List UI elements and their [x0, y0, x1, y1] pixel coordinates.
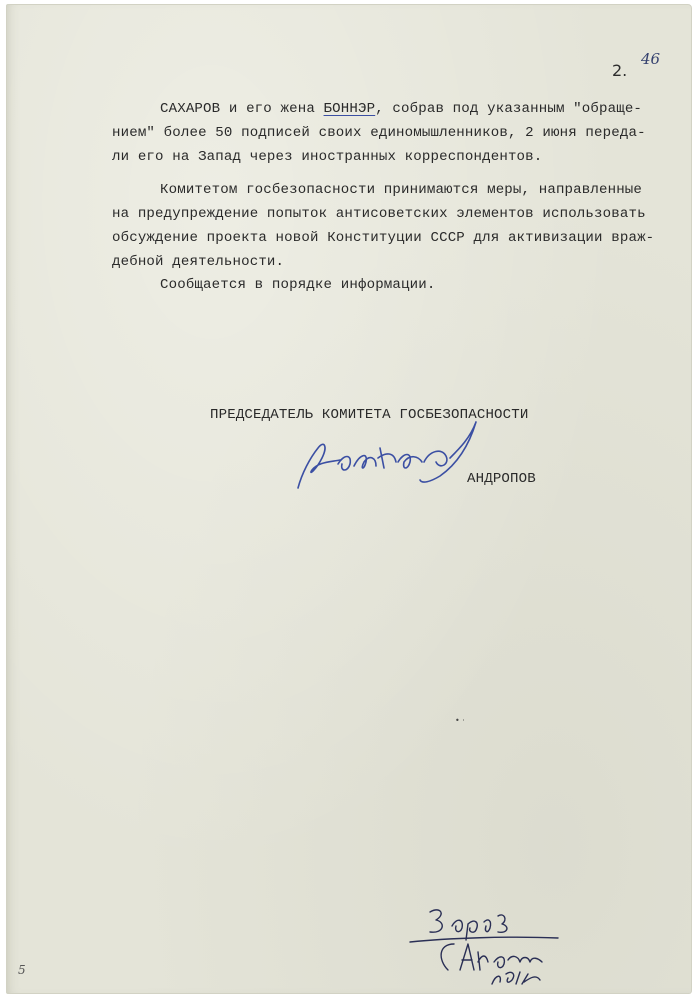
paragraph-1-line-1: [160, 97, 642, 121]
paragraph-1-line-2: нием" более 50 подписей своих единомышленников, 2 июня переда-: [112, 125, 646, 141]
paragraph-2-line-1: Комитетом госбезопасности принимаются меры, направленные: [160, 182, 643, 198]
margin-mark: 5: [18, 963, 26, 977]
handwritten-signature: [290, 418, 490, 498]
paragraph-2-line-2: на предупреждение попыток антисоветских элементов использовать: [112, 206, 646, 222]
text-segment: САХАРОВ и его жена: [160, 101, 324, 117]
signatory-name: АНДРОПОВ: [467, 471, 536, 487]
page-number: 2.: [612, 61, 628, 80]
ink-speck: • ·: [455, 716, 465, 725]
paragraph-2-line-4: дебной деятельности.: [112, 254, 285, 270]
underlined-name: БОННЭР: [323, 101, 376, 117]
handwritten-resolution: [408, 900, 588, 985]
paragraph-1-line-3: ли его на Запад через иностранных корреспондентов.: [112, 149, 543, 165]
text-segment: , собрав под указанным "обраще-: [375, 101, 643, 117]
signature-title: ПРЕДСЕДАТЕЛЬ КОМИТЕТА ГОСБЕЗОПАСНОСТИ: [210, 407, 529, 423]
paragraph-2-line-3: обсуждение проекта новой Конституции СССР для активизации враж-: [112, 230, 655, 246]
paragraph-3-line-1: Сообщается в порядке информации.: [160, 277, 436, 293]
archive-page-number: 46: [641, 50, 661, 68]
